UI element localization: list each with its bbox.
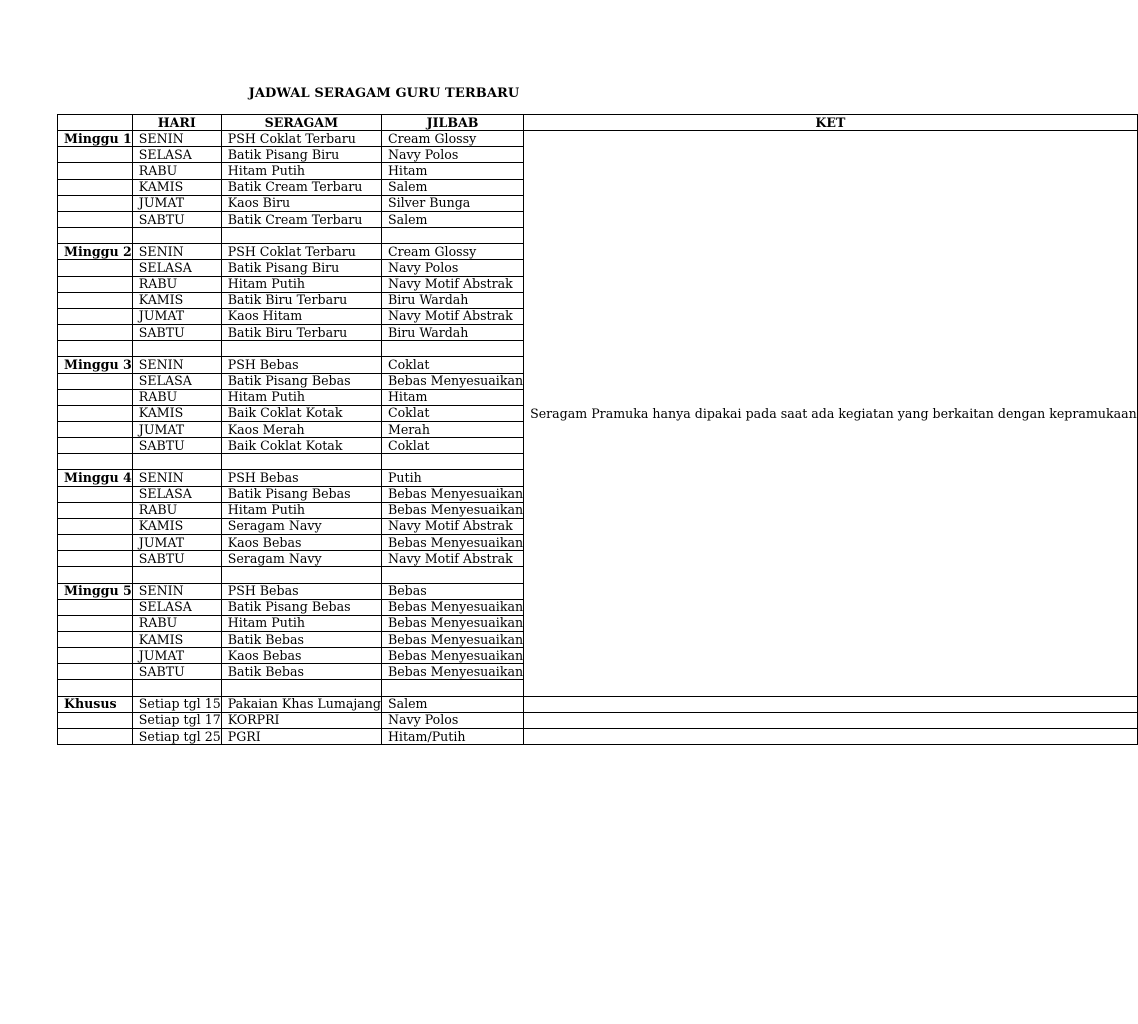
seragam-cell: Kaos Bebas bbox=[221, 535, 381, 551]
jilbab-cell: Hitam/Putih bbox=[381, 728, 523, 744]
hari-cell: SABTU bbox=[132, 551, 221, 567]
ket-empty bbox=[524, 728, 1138, 744]
hari-cell: JUMAT bbox=[132, 535, 221, 551]
seragam-cell: Batik Pisang Bebas bbox=[221, 373, 381, 389]
group-label-empty bbox=[58, 211, 133, 227]
seragam-cell: Hitam Putih bbox=[221, 276, 381, 292]
jilbab-cell: Bebas Menyesuaikan bbox=[381, 615, 523, 631]
seragam-cell: PSH Bebas bbox=[221, 357, 381, 373]
header-seragam: SERAGAM bbox=[221, 115, 381, 131]
spacer-cell bbox=[221, 341, 381, 357]
hari-cell: SENIN bbox=[132, 244, 221, 260]
spacer-cell bbox=[132, 680, 221, 696]
hari-cell: RABU bbox=[132, 276, 221, 292]
hari-cell: KAMIS bbox=[132, 292, 221, 308]
header-jilbab: JILBAB bbox=[381, 115, 523, 131]
group-label-empty bbox=[58, 664, 133, 680]
group-label-empty bbox=[58, 502, 133, 518]
spacer-cell bbox=[381, 454, 523, 470]
spacer-cell bbox=[132, 454, 221, 470]
hari-cell: RABU bbox=[132, 615, 221, 631]
jilbab-cell: Coklat bbox=[381, 357, 523, 373]
jilbab-cell: Coklat bbox=[381, 438, 523, 454]
spacer-cell bbox=[58, 228, 133, 244]
spacer-cell bbox=[132, 567, 221, 583]
seragam-cell: PGRI bbox=[221, 728, 381, 744]
seragam-cell: Batik Biru Terbaru bbox=[221, 292, 381, 308]
hari-cell: JUMAT bbox=[132, 195, 221, 211]
jilbab-cell: Bebas Menyesuaikan bbox=[381, 535, 523, 551]
seragam-cell: Kaos Bebas bbox=[221, 648, 381, 664]
group-label-empty bbox=[58, 438, 133, 454]
group-label-empty bbox=[58, 179, 133, 195]
seragam-cell: Batik Pisang Bebas bbox=[221, 599, 381, 615]
group-label-empty bbox=[58, 325, 133, 341]
spacer-cell bbox=[58, 680, 133, 696]
uniform-schedule-table bbox=[57, 114, 1138, 745]
hari-cell: JUMAT bbox=[132, 648, 221, 664]
table-header-row bbox=[58, 115, 1138, 131]
jilbab-cell: Coklat bbox=[381, 405, 523, 421]
group-label: Khusus bbox=[58, 696, 133, 712]
jilbab-cell: Bebas Menyesuaikan bbox=[381, 648, 523, 664]
hari-cell: KAMIS bbox=[132, 632, 221, 648]
seragam-cell: Batik Pisang Biru bbox=[221, 260, 381, 276]
group-label-empty bbox=[58, 308, 133, 324]
document-title: JADWAL SERAGAM GURU TERBARU bbox=[248, 86, 520, 101]
table-row bbox=[58, 728, 1138, 744]
seragam-cell: PSH Coklat Terbaru bbox=[221, 244, 381, 260]
group-label-empty bbox=[58, 195, 133, 211]
seragam-cell: Pakaian Khas Lumajang bbox=[221, 696, 381, 712]
header-hari: HARI bbox=[132, 115, 221, 131]
group-label-empty bbox=[58, 147, 133, 163]
hari-cell: JUMAT bbox=[132, 308, 221, 324]
ket-note: Seragam Pramuka hanya dipakai pada saat ada kegiatan yang berkaitan dengan kepramukaan bbox=[524, 131, 1138, 696]
spacer-cell bbox=[221, 680, 381, 696]
jilbab-cell: Navy Polos bbox=[381, 147, 523, 163]
group-label-empty bbox=[58, 163, 133, 179]
group-label-empty bbox=[58, 389, 133, 405]
seragam-cell: Batik Cream Terbaru bbox=[221, 211, 381, 227]
seragam-cell: Batik Pisang Bebas bbox=[221, 486, 381, 502]
seragam-cell: Hitam Putih bbox=[221, 389, 381, 405]
spacer-cell bbox=[381, 228, 523, 244]
group-label-empty bbox=[58, 373, 133, 389]
jilbab-cell: Navy Motif Abstrak bbox=[381, 551, 523, 567]
group-label-empty bbox=[58, 292, 133, 308]
header-ket: KET bbox=[524, 115, 1138, 131]
hari-cell: SELASA bbox=[132, 373, 221, 389]
jilbab-cell: Merah bbox=[381, 421, 523, 437]
hari-cell: SENIN bbox=[132, 583, 221, 599]
hari-cell: KAMIS bbox=[132, 179, 221, 195]
spacer-cell bbox=[132, 341, 221, 357]
seragam-cell: Batik Pisang Biru bbox=[221, 147, 381, 163]
hari-cell: Setiap tgl 15 bbox=[132, 696, 221, 712]
spacer-cell bbox=[381, 567, 523, 583]
seragam-cell: KORPRI bbox=[221, 712, 381, 728]
jilbab-cell: Navy Motif Abstrak bbox=[381, 518, 523, 534]
jilbab-cell: Hitam bbox=[381, 163, 523, 179]
group-label-empty bbox=[58, 518, 133, 534]
jilbab-cell: Silver Bunga bbox=[381, 195, 523, 211]
spacer-cell bbox=[381, 680, 523, 696]
hari-cell: SENIN bbox=[132, 131, 221, 147]
group-label-empty bbox=[58, 421, 133, 437]
spacer-cell bbox=[58, 341, 133, 357]
seragam-cell: Kaos Hitam bbox=[221, 308, 381, 324]
group-label-empty bbox=[58, 276, 133, 292]
seragam-cell: Batik Biru Terbaru bbox=[221, 325, 381, 341]
jilbab-cell: Bebas Menyesuaikan bbox=[381, 486, 523, 502]
jilbab-cell: Bebas Menyesuaikan bbox=[381, 502, 523, 518]
header-empty bbox=[58, 115, 133, 131]
group-label-empty bbox=[58, 405, 133, 421]
spacer-cell bbox=[381, 341, 523, 357]
spacer-cell bbox=[221, 567, 381, 583]
hari-cell: Setiap tgl 17 bbox=[132, 712, 221, 728]
seragam-cell: PSH Bebas bbox=[221, 470, 381, 486]
group-label-empty bbox=[58, 599, 133, 615]
spacer-cell bbox=[58, 454, 133, 470]
seragam-cell: Baik Coklat Kotak bbox=[221, 438, 381, 454]
seragam-cell: Kaos Merah bbox=[221, 421, 381, 437]
jilbab-cell: Navy Motif Abstrak bbox=[381, 308, 523, 324]
jilbab-cell: Salem bbox=[381, 179, 523, 195]
seragam-cell: Batik Bebas bbox=[221, 632, 381, 648]
group-label-empty bbox=[58, 632, 133, 648]
group-label-empty bbox=[58, 486, 133, 502]
jilbab-cell: Salem bbox=[381, 211, 523, 227]
seragam-cell: PSH Coklat Terbaru bbox=[221, 131, 381, 147]
seragam-cell: Seragam Navy bbox=[221, 551, 381, 567]
hari-cell: SENIN bbox=[132, 470, 221, 486]
hari-cell: SELASA bbox=[132, 147, 221, 163]
jilbab-cell: Bebas Menyesuaikan bbox=[381, 632, 523, 648]
table-body bbox=[58, 131, 1138, 745]
group-label-empty bbox=[58, 535, 133, 551]
table-row bbox=[58, 712, 1138, 728]
hari-cell: KAMIS bbox=[132, 405, 221, 421]
jilbab-cell: Navy Polos bbox=[381, 712, 523, 728]
jilbab-cell: Biru Wardah bbox=[381, 292, 523, 308]
seragam-cell: Hitam Putih bbox=[221, 615, 381, 631]
jilbab-cell: Salem bbox=[381, 696, 523, 712]
spacer-cell bbox=[58, 567, 133, 583]
group-label: Minggu 5 bbox=[58, 583, 133, 599]
seragam-cell: PSH Bebas bbox=[221, 583, 381, 599]
table-row bbox=[58, 131, 1138, 147]
ket-empty bbox=[524, 696, 1138, 712]
hari-cell: SELASA bbox=[132, 599, 221, 615]
seragam-cell: Hitam Putih bbox=[221, 163, 381, 179]
group-label-empty bbox=[58, 728, 133, 744]
spacer-cell bbox=[221, 228, 381, 244]
jilbab-cell: Bebas Menyesuaikan bbox=[381, 664, 523, 680]
hari-cell: RABU bbox=[132, 389, 221, 405]
hari-cell: SABTU bbox=[132, 664, 221, 680]
seragam-cell: Baik Coklat Kotak bbox=[221, 405, 381, 421]
group-label: Minggu 1 bbox=[58, 131, 133, 147]
jilbab-cell: Navy Polos bbox=[381, 260, 523, 276]
group-label: Minggu 3 bbox=[58, 357, 133, 373]
seragam-cell: Hitam Putih bbox=[221, 502, 381, 518]
group-label-empty bbox=[58, 615, 133, 631]
hari-cell: SELASA bbox=[132, 260, 221, 276]
jilbab-cell: Cream Glossy bbox=[381, 131, 523, 147]
group-label-empty bbox=[58, 551, 133, 567]
jilbab-cell: Bebas Menyesuaikan bbox=[381, 373, 523, 389]
group-label-empty bbox=[58, 712, 133, 728]
jilbab-cell: Navy Motif Abstrak bbox=[381, 276, 523, 292]
seragam-cell: Kaos Biru bbox=[221, 195, 381, 211]
jilbab-cell: Hitam bbox=[381, 389, 523, 405]
hari-cell: SENIN bbox=[132, 357, 221, 373]
spacer-cell bbox=[221, 454, 381, 470]
group-label: Minggu 2 bbox=[58, 244, 133, 260]
seragam-cell: Batik Bebas bbox=[221, 664, 381, 680]
hari-cell: RABU bbox=[132, 502, 221, 518]
group-label: Minggu 4 bbox=[58, 470, 133, 486]
table-row bbox=[58, 696, 1138, 712]
jilbab-cell: Bebas bbox=[381, 583, 523, 599]
hari-cell: KAMIS bbox=[132, 518, 221, 534]
hari-cell: Setiap tgl 25 bbox=[132, 728, 221, 744]
hari-cell: SELASA bbox=[132, 486, 221, 502]
jilbab-cell: Putih bbox=[381, 470, 523, 486]
jilbab-cell: Biru Wardah bbox=[381, 325, 523, 341]
seragam-cell: Batik Cream Terbaru bbox=[221, 179, 381, 195]
spacer-cell bbox=[132, 228, 221, 244]
jilbab-cell: Cream Glossy bbox=[381, 244, 523, 260]
ket-empty bbox=[524, 712, 1138, 728]
hari-cell: SABTU bbox=[132, 325, 221, 341]
group-label-empty bbox=[58, 648, 133, 664]
seragam-cell: Seragam Navy bbox=[221, 518, 381, 534]
jilbab-cell: Bebas Menyesuaikan bbox=[381, 599, 523, 615]
group-label-empty bbox=[58, 260, 133, 276]
hari-cell: SABTU bbox=[132, 438, 221, 454]
hari-cell: SABTU bbox=[132, 211, 221, 227]
hari-cell: JUMAT bbox=[132, 421, 221, 437]
hari-cell: RABU bbox=[132, 163, 221, 179]
